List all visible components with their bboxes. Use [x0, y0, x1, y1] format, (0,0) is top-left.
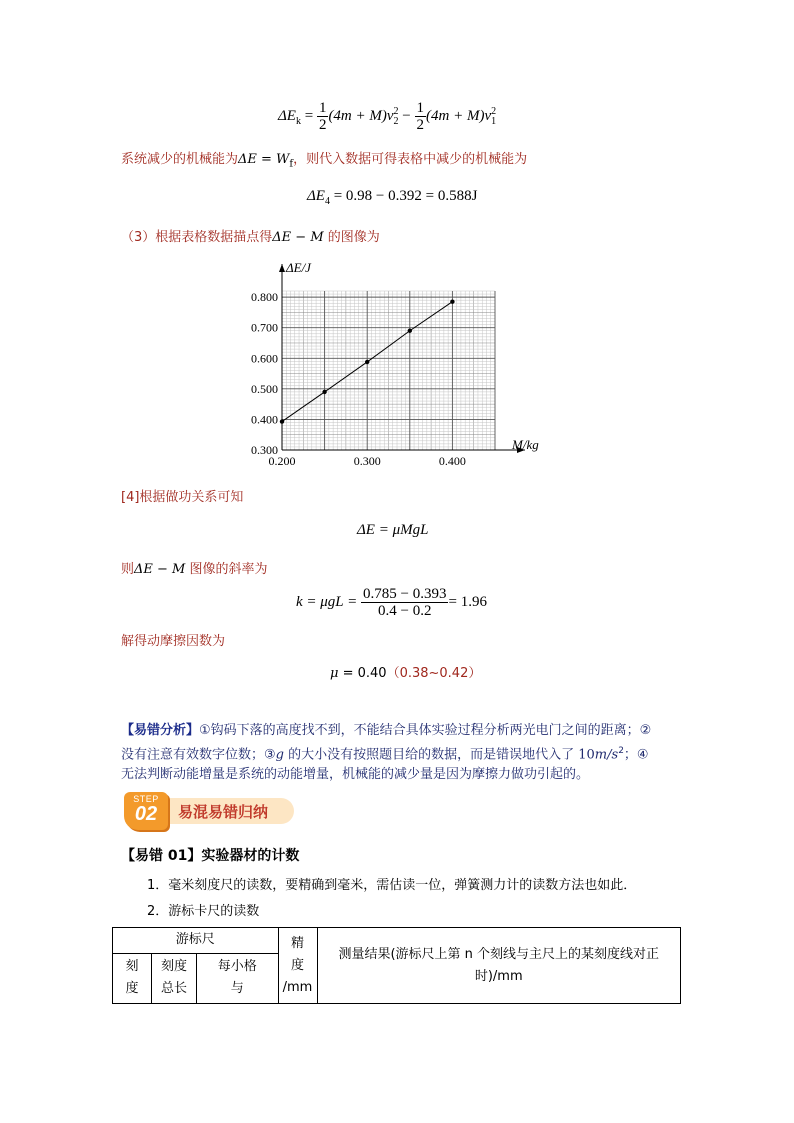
header-total-length: 刻度 总长	[152, 953, 197, 1003]
text-work-relation: [4]根据做功关系可知	[121, 490, 244, 505]
fraction-half-2: $\frac{1}{2}$	[416, 100, 425, 133]
fraction-half: $\frac{1}{2}$	[318, 100, 327, 133]
error-analysis-paragraph: 【易错分析】①钩码下落的高度找不到，不能结合具体实验过程分析两光电门之间的距离；② 没有注意有效数字位数；③g 的大小没有按照题目给的数据，而是错误地代入了 $10m/s^2$；④ 无法判断动能增量是系统的动能增量，机械能的减少量是因为摩擦力做功引起的。	[121, 723, 652, 783]
equation-delta-e4: $\Delta E_4 = 0.98 - 0.392 = 0.588J$	[307, 188, 478, 207]
x-tick-label: 0.200	[268, 454, 296, 468]
x-axis-label: M/kg	[512, 437, 539, 452]
y-tick-label: 0.800	[251, 290, 278, 305]
eq-lhs: ΔE	[278, 107, 296, 124]
x-tick-label: 0.400	[438, 454, 466, 468]
y-axis-arrow	[279, 264, 285, 272]
header-divisions: 刻 度	[113, 953, 152, 1003]
header-result: 测量结果(游标尺上第 n 个刻线与主尺上的某刻度线对正 时)/mm	[317, 928, 681, 1004]
data-point	[365, 360, 369, 364]
text-mechanical-energy: 系统减少的机械能为$\Delta E = W_f$，则代入数据可得表格中减少的机械能为	[121, 152, 528, 170]
delta-e-vs-m-chart	[230, 258, 550, 470]
equation-slope: k = μgL = $\frac{0.785 - 0.393}{0.4 - 0.2}$ = 1.96	[296, 586, 487, 619]
list-item-1: 1．毫米刻度尺的读数，要精确到毫米，需估读一位，弹簧测力计的读数方法也如此．	[147, 878, 637, 893]
vernier-table	[112, 927, 681, 1004]
section-heading: 【易错 01】实验器材的计数	[121, 848, 300, 864]
y-axis-label: ΔE/J	[286, 260, 311, 275]
text-graph-intro: （3）根据表格数据描点得ΔE − M 的图像为	[121, 230, 380, 245]
step-banner	[124, 792, 296, 830]
y-tick-label: 0.600	[251, 351, 278, 366]
text-solve: 解得动摩擦因数为	[121, 634, 226, 649]
data-point	[408, 329, 412, 333]
data-point	[450, 300, 454, 304]
header-vernier: 游标尺	[113, 928, 279, 954]
text-slope: 则ΔE − M 图像的斜率为	[121, 562, 268, 577]
list-item-2: 2．游标卡尺的读数	[147, 904, 260, 919]
header-per-division: 每小格 与	[197, 953, 279, 1003]
equation-work: ΔE = μMgL	[357, 522, 429, 538]
y-tick-label: 0.400	[251, 412, 278, 427]
slope-fraction: $\frac{0.785 - 0.393}{0.4 - 0.2}$	[363, 586, 447, 619]
y-tick-label: 0.700	[251, 320, 278, 335]
data-point	[280, 419, 284, 423]
data-point	[322, 390, 326, 394]
x-tick-label: 0.300	[353, 454, 381, 468]
equation-mu: μ = 0.40（0.38~0.42）	[330, 666, 482, 681]
step-badge: STEP 02	[124, 792, 168, 830]
y-tick-label: 0.500	[251, 381, 278, 396]
y-tick-label: 0.300	[251, 443, 278, 457]
header-precision: 精 度 /mm	[278, 928, 317, 1004]
banner-title: 易混易错归纳	[178, 803, 269, 821]
analysis-label: 【易错分析】	[121, 723, 200, 738]
equation-kinetic-energy: $\Delta E_k$ = $\frac{1}{2}$ (4m + M)v 2 2 − $\frac{1}{2}$ (4m + M)v 2 1	[278, 100, 497, 133]
